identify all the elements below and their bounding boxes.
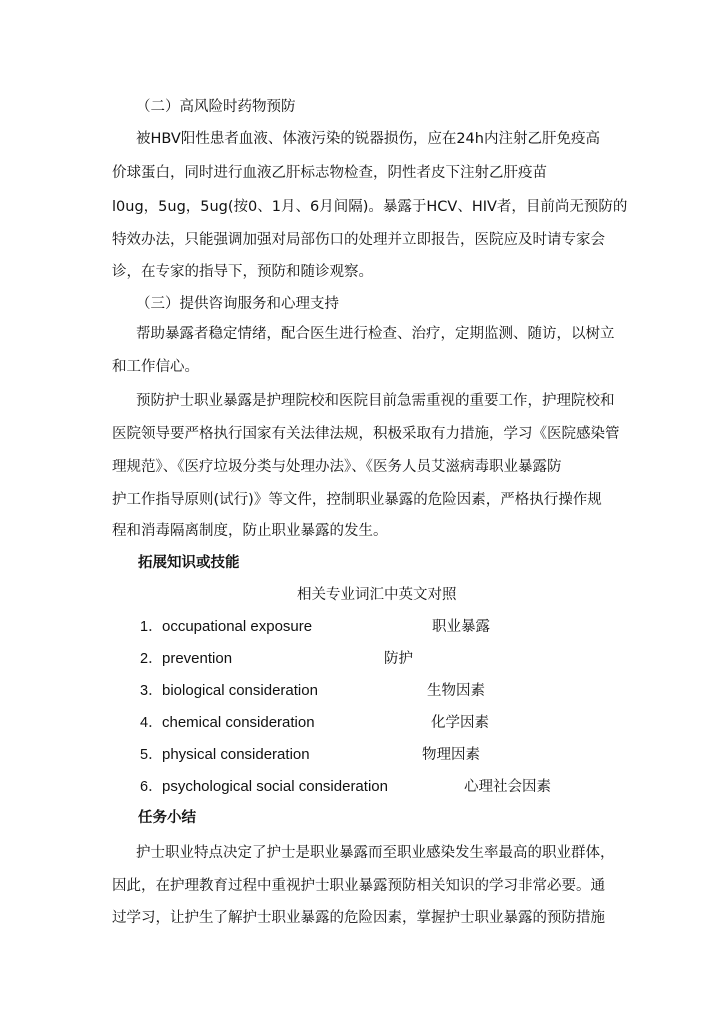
paragraph-line: 过学习，让护生了解护士职业暴露的危险因素，掌握护士职业暴露的预防措施 [112,910,605,926]
section-heading-summary: 任务小结 [138,810,196,826]
glossary-number: 1． [140,619,163,635]
glossary-title: 相关专业词汇中英文对照 [297,587,457,603]
paragraph-line: 诊，在专家的指导下，预防和随诊观察。 [112,264,373,280]
glossary-number: 6． [140,779,163,795]
section-heading-drug-prevention: （二）高风险时药物预防 [136,99,296,115]
glossary-number: 5． [140,747,163,763]
glossary-english-term: prevention [162,650,233,667]
glossary-chinese-term: 生物因素 [427,683,485,699]
glossary-english-term: chemical consideration [162,714,315,731]
glossary-english-term: occupational exposure [162,618,313,635]
paragraph-line: 特效办法，只能强调加强对局部伤口的处理并立即报告，医院应及时请专家会 [112,232,605,248]
glossary-chinese-term: 化学因素 [431,715,489,731]
glossary-english-term: psychological social consideration [162,778,388,795]
paragraph-line: 程和消毒隔离制度，防止职业暴露的发生。 [112,523,388,539]
glossary-number: 4． [140,715,163,731]
paragraph-line: 预防护士职业暴露是护理院校和医院目前急需重视的重要工作，护理院校和 [136,393,615,409]
glossary-chinese-term: 职业暴露 [432,619,490,635]
section-heading-extension: 拓展知识或技能 [138,555,240,571]
glossary-number: 3． [140,683,163,699]
paragraph-line: 被HBV阳性患者血液、体液污染的锐器损伤，应在24h内注射乙肝免疫高 [136,131,600,147]
paragraph-line: l0ug，5ug，5ug(按0、1月、6月间隔)。暴露于HCV、HIV者，目前尚无预防的 [112,199,628,215]
paragraph-line: 护工作指导原则(试行)》等文件，控制职业暴露的危险因素，严格执行操作规 [112,492,602,508]
paragraph-line: 护士职业特点决定了护士是职业暴露而至职业感染发生率最高的职业群体， [136,845,615,861]
paragraph-line: 和工作信心。 [112,359,199,375]
paragraph-line: 医院领导要严格执行国家有关法律法规，积极采取有力措施，学习《医院感染管 [112,426,620,442]
glossary-chinese-term: 防护 [384,651,413,667]
paragraph-line: 价球蛋白，同时进行血液乙肝标志物检查，阴性者皮下注射乙肝疫苗 [112,165,547,181]
glossary-chinese-term: 物理因素 [422,747,480,763]
paragraph-line: 帮助暴露者稳定情绪，配合医生进行检查、治疗，定期监测、随访，以树立 [136,326,615,342]
paragraph-line: 理规范》、《医疗垃圾分类与处理办法》、《医务人员艾滋病毒职业暴露防 [112,459,562,475]
glossary-number: 2． [140,651,163,667]
glossary-english-term: biological consideration [162,682,318,699]
glossary-english-term: physical consideration [162,746,310,763]
paragraph-line: 因此，在护理教育过程中重视护士职业暴露预防相关知识的学习非常必要。通 [112,878,605,894]
glossary-chinese-term: 心理社会因素 [464,779,551,795]
section-heading-counseling: （三）提供咨询服务和心理支持 [136,296,339,312]
